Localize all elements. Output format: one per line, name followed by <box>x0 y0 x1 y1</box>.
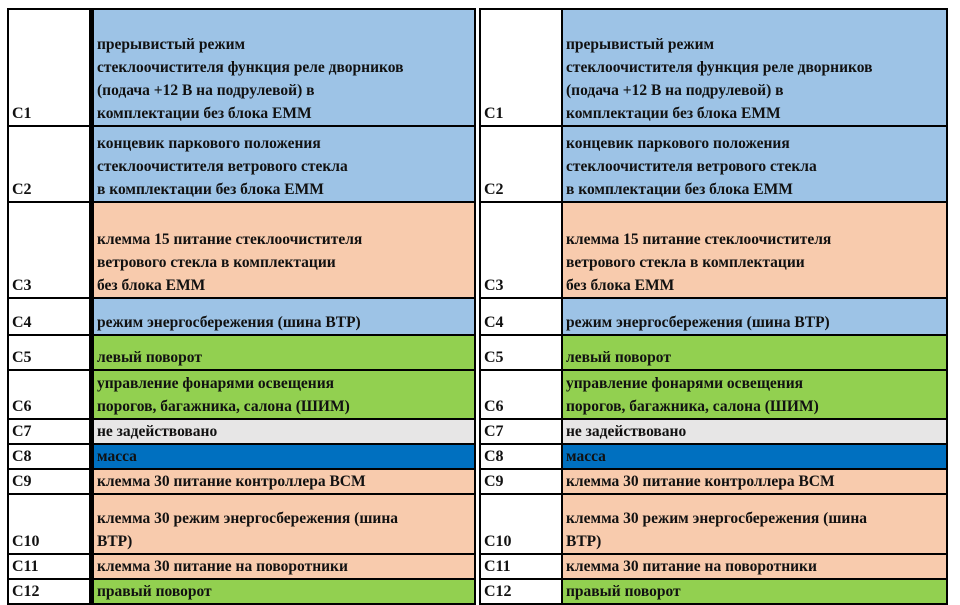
pin-description-line: комплектации без блока EMM <box>566 105 781 122</box>
pin-description-line: не задействовано <box>97 423 218 440</box>
pin-row <box>8 298 475 335</box>
pin-code: C8 <box>480 444 562 469</box>
pin-code: C5 <box>480 335 562 370</box>
pin-row <box>480 298 947 335</box>
pinout-table-right <box>479 8 948 605</box>
pin-description-line: клемма 15 питание стеклоочистителя <box>97 231 363 248</box>
pin-description-line: клемма 30 питание на поворотники <box>566 558 817 575</box>
pin-description-line: стеклоочистителя ветрового стекла <box>97 158 348 175</box>
pin-description <box>562 9 947 126</box>
pin-description <box>92 554 476 579</box>
pin-code: C10 <box>8 494 92 554</box>
pin-row <box>480 335 947 370</box>
pin-code: C3 <box>8 202 92 298</box>
pin-description <box>92 444 476 469</box>
pin-description-line: левый поворот <box>566 349 671 366</box>
pin-description <box>92 370 476 419</box>
pin-description-line: режим энергосбережения (шина BTP) <box>97 314 361 331</box>
pin-description-line: без блока EMM <box>97 277 206 294</box>
pin-row <box>480 444 947 469</box>
pin-code: C9 <box>8 469 92 494</box>
pin-row <box>8 370 475 419</box>
pinout-table-right-body <box>480 9 947 604</box>
pin-description-line: клемма 15 питание стеклоочистителя <box>566 231 832 248</box>
pin-description-line: в комплектации без блока EMM <box>566 181 793 198</box>
pin-row <box>480 419 947 444</box>
pin-row <box>8 202 475 298</box>
pin-code: C7 <box>480 419 562 444</box>
pin-description <box>562 202 947 298</box>
pin-description <box>562 554 947 579</box>
pin-code: C1 <box>480 9 562 126</box>
pin-code: C9 <box>480 469 562 494</box>
pin-description-line: концевик паркового положения <box>97 135 321 152</box>
pin-description <box>562 298 947 335</box>
pin-description-line: прерывистый режим <box>97 36 246 53</box>
pin-description <box>562 370 947 419</box>
pin-description-line: порогов, багажника, салона (ШИМ) <box>566 398 819 415</box>
pin-description <box>92 9 476 126</box>
pin-description-line: прерывистый режим <box>566 36 715 53</box>
pin-description-line: комплектации без блока EMM <box>97 105 312 122</box>
pin-description-line: без блока EMM <box>566 277 675 294</box>
pin-code: C3 <box>480 202 562 298</box>
pin-code: C1 <box>8 9 92 126</box>
pin-description-line: стеклоочистителя функция реле дворников <box>97 59 404 76</box>
pin-code: C12 <box>8 579 92 604</box>
pin-description-line: клемма 30 питание контроллера BCM <box>97 473 366 490</box>
pin-row <box>480 126 947 202</box>
pin-row <box>480 554 947 579</box>
pin-description <box>562 494 947 554</box>
pin-description-line: ветрового стекла в комплектации <box>566 254 805 271</box>
pinout-table-left <box>7 8 476 605</box>
pin-row <box>8 9 475 126</box>
pin-description <box>562 419 947 444</box>
pin-code: C10 <box>480 494 562 554</box>
pin-row <box>480 494 947 554</box>
pin-row <box>8 419 475 444</box>
pin-code: C7 <box>8 419 92 444</box>
pin-description-line: (подача +12 В на подрулевой) в <box>566 82 784 99</box>
pin-description-line: BTP) <box>566 533 602 550</box>
pin-code: C6 <box>480 370 562 419</box>
pin-description-line: масса <box>97 448 137 465</box>
pin-row <box>480 579 947 604</box>
pin-description-line: стеклоочистителя ветрового стекла <box>566 158 817 175</box>
pin-code: C4 <box>480 298 562 335</box>
pin-description-line: режим энергосбережения (шина BTP) <box>566 314 830 331</box>
pin-description <box>562 469 947 494</box>
pin-description <box>562 444 947 469</box>
pin-row <box>480 9 947 126</box>
pin-description-line: управление фонарями освещения <box>97 375 335 392</box>
pin-code: C5 <box>8 335 92 370</box>
pin-code: C11 <box>480 554 562 579</box>
pin-description-line: (подача +12 В на подрулевой) в <box>97 82 315 99</box>
pin-description-line: клемма 30 питание контроллера BCM <box>566 473 835 490</box>
pin-description-line: BTP) <box>97 533 133 550</box>
pin-description-line: правый поворот <box>97 583 212 600</box>
pin-description <box>92 126 476 202</box>
pin-description <box>92 335 476 370</box>
pin-row <box>8 335 475 370</box>
pin-code: C12 <box>480 579 562 604</box>
pin-code: C8 <box>8 444 92 469</box>
pin-row <box>8 469 475 494</box>
pin-row <box>480 202 947 298</box>
pin-description <box>92 579 476 604</box>
pin-description-line: в комплектации без блока EMM <box>97 181 324 198</box>
pin-code: C4 <box>8 298 92 335</box>
pin-row <box>8 554 475 579</box>
pin-description <box>92 419 476 444</box>
pin-description-line: стеклоочистителя функция реле дворников <box>566 59 873 76</box>
pin-code: C2 <box>8 126 92 202</box>
pin-description <box>562 579 947 604</box>
pin-description <box>92 494 476 554</box>
pin-description-line: ветрового стекла в комплектации <box>97 254 336 271</box>
pin-description-line: управление фонарями освещения <box>566 375 804 392</box>
pin-description-line: порогов, багажника, салона (ШИМ) <box>97 398 350 415</box>
pin-description <box>92 298 476 335</box>
pin-code: C11 <box>8 554 92 579</box>
pin-description-line: левый поворот <box>97 349 202 366</box>
pin-row <box>480 469 947 494</box>
pin-code: C2 <box>480 126 562 202</box>
pin-row <box>480 370 947 419</box>
pin-description-line: клемма 30 режим энергосбережения (шина <box>97 510 399 527</box>
pinout-table-left-body <box>8 9 475 604</box>
pin-description-line: правый поворот <box>566 583 681 600</box>
pin-description-line: концевик паркового положения <box>566 135 790 152</box>
pin-row <box>8 444 475 469</box>
pin-code: C6 <box>8 370 92 419</box>
pin-description <box>92 469 476 494</box>
pin-description <box>562 126 947 202</box>
pin-description-line: масса <box>566 448 606 465</box>
pin-description-line: клемма 30 режим энергосбережения (шина <box>566 510 868 527</box>
pin-row <box>8 126 475 202</box>
pin-description-line: не задействовано <box>566 423 687 440</box>
pin-row <box>8 494 475 554</box>
pin-description-line: клемма 30 питание на поворотники <box>97 558 348 575</box>
pin-row <box>8 579 475 604</box>
pin-description <box>562 335 947 370</box>
pin-description <box>92 202 476 298</box>
